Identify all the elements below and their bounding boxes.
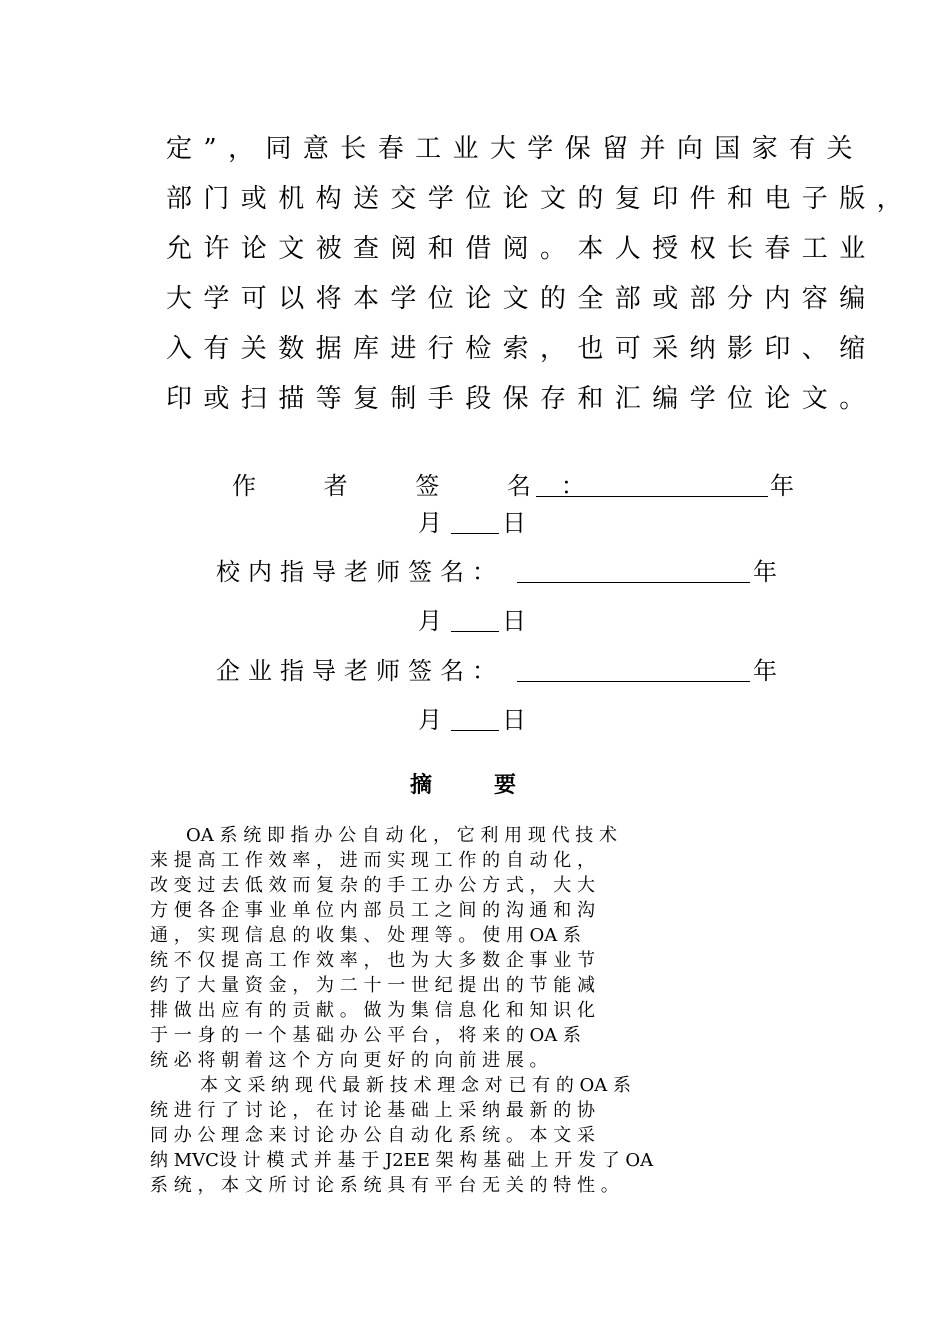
author-signature-blank [536, 496, 768, 497]
statement-line: 部门或机构送交学位论文的复印件和电子版， [166, 184, 915, 214]
author-day-label: 日 [502, 509, 526, 537]
abstract-line: 本 文 采 纳 现 代 最 新 技 术 理 念 对 已 有 的 OA 系 [200, 1075, 632, 1096]
abstract-line: 系 统 ， 本 文 所 讨 论 系 统 具 有 平 台 无 关 的 特 性 。 [150, 1175, 619, 1196]
abstract-line: 来 提 高 工 作 效 率 ， 进 而 实 现 工 作 的 自 动 化 ， [150, 850, 595, 871]
school-advisor-signature-blank [517, 582, 750, 583]
author-month-label: 月 [418, 509, 442, 537]
abstract-title: 摘要 [410, 772, 579, 798]
company-advisor-signature-label: 企业指导老师签名： [216, 657, 504, 685]
company-advisor-signature-blank [517, 681, 750, 682]
abstract-line: 方 便 各 企 事 业 单 位 内 部 员 工 之 间 的 沟 通 和 沟 [150, 900, 595, 921]
statement-line: 允许论文被查阅和借阅。本人授权长春工业 [166, 234, 877, 264]
school-advisor-day-blank [451, 631, 499, 632]
abstract-line: OA 系 统 即 指 办 公 自 动 化 ， 它 利 用 现 代 技 术 [186, 825, 618, 846]
abstract-line: 统 必 将 朝 着 这 个 方 向 更 好 的 向 前 进 展 。 [150, 1050, 548, 1071]
abstract-line: 统 不 仅 提 高 工 作 效 率 ， 也 为 大 多 数 企 事 业 节 [150, 950, 595, 971]
school-advisor-signature-label: 校内指导老师签名： [216, 558, 504, 586]
statement-line: 入有关数据库进行检索，也可采纳影印、缩 [166, 334, 877, 364]
abstract-line: 统 进 行 了 讨 论 ， 在 讨 论 基 础 上 采 纳 最 新 的 协 [150, 1100, 595, 1121]
abstract-line: 纳 MVC设 计 模 式 并 基 于 J2EE 架 构 基 础 上 开 发 了 OA [150, 1150, 654, 1171]
abstract-line: 排 做 出 应 有 的 贡 献 。 做 为 集 信 息 化 和 知 识 化 [150, 1000, 595, 1021]
company-advisor-day-blank [451, 730, 499, 731]
abstract-line: 通 ， 实 现 信 息 的 收 集 、 处 理 等 。 使 用 OA 系 [150, 925, 582, 946]
abstract-line: 改 变 过 去 低 效 而 复 杂 的 手 工 办 公 方 式 ， 大 大 [150, 875, 595, 896]
abstract-line: 约 了 大 量 资 金 ， 为 二 十 一 世 纪 提 出 的 节 能 减 [150, 975, 595, 996]
company-advisor-month-label: 月 [418, 706, 442, 734]
company-advisor-day-label: 日 [502, 706, 526, 734]
author-year-label: 年 [770, 472, 794, 500]
company-advisor-year-label: 年 [753, 657, 777, 685]
abstract-line: 于 一 身 的 一 个 基 础 办 公 平 台 ， 将 来 的 OA 系 [150, 1025, 582, 1046]
statement-line: 大学可以将本学位论文的全部或部分内容编 [166, 284, 877, 314]
abstract-line: 同 办 公 理 念 来 讨 论 办 公 自 动 化 系 统 。 本 文 采 [150, 1125, 595, 1146]
school-advisor-year-label: 年 [753, 558, 777, 586]
author-signature-label: 作 者 签 名： [232, 472, 615, 500]
statement-line: 定”，同意长春工业大学保留并向国家有关 [166, 134, 864, 164]
school-advisor-month-label: 月 [418, 607, 442, 635]
school-advisor-day-label: 日 [502, 607, 526, 635]
statement-line: 印或扫描等复制手段保存和汇编学位论文。 [166, 384, 877, 414]
author-day-blank [451, 533, 499, 534]
